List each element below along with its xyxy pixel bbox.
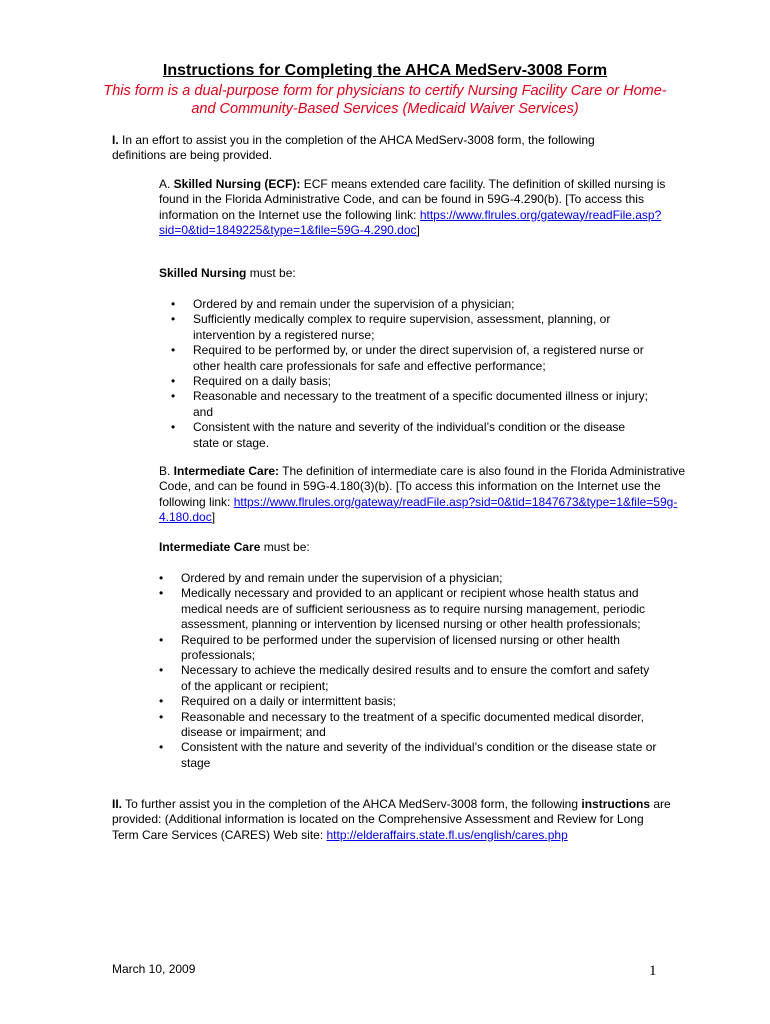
skilled-text: ECF means extended care facility. The definition of skilled nursing is found in the Florida Administrative Code, and can be found in 59G-4.290(b). [To access this information on the Internet use the following link: [159,177,666,222]
list-item: • Required to be performed under the supervision of licensed nursing or other health professionals; [181,633,661,664]
list-item: • Required to be performed by, or under the direct supervision of, a registered nurse or other health care professionals for safe and effective performance; [193,343,653,374]
intermediate-label-rest: must be: [260,540,310,554]
list-item: • Necessary to achieve the medically desired results and to ensure the comfort and safety of the applicant or recipient; [181,663,661,694]
list-item: • Reasonable and necessary to the treatment of a specific documented illness or injury; and [193,389,653,420]
page-number: 1 [649,963,657,979]
skilled-prefix: A. [159,177,174,191]
intermediate-prefix: B. [159,464,174,478]
section-1-text: In an effort to assist you in the completion of the AHCA MedServ-3008 form, the following definitions are being provided. [112,133,595,163]
page-title: Instructions for Completing the AHCA MedServ-3008 Form [162,62,608,79]
skilled-nursing-definition [159,177,669,239]
intermediate-close: ] [211,510,216,525]
list-item: • Consistent with the nature and severity of the individual’s condition or the disease state or stage. [193,420,653,451]
skilled-nursing-link[interactable]: https://www.flrules.org/gateway/readFile.asp?sid=0&tid=1849225&type=1&file=59G-4.290.doc [159,207,662,238]
list-item: • Medically necessary and provided to an applicant or recipient whose health status and medical needs are of sufficient seriousness as to require nursing management, periodic assessment, planning or intervention by licensed nursing or other health professionals; [181,586,661,632]
section-2-numeral: II. [112,797,123,811]
intermediate-text: The definition of intermediate care is also found in the Florida Administrative Code, and can be found in 59G-4.180(3)(b). [To access this information on the Internet use the following link: [159,464,686,509]
list-item: • Consistent with the nature and severity of the individual’s condition or the disease state or stage [181,740,661,771]
intermediate-heading: Intermediate Care: [173,464,280,478]
skilled-must-be-label [159,266,296,281]
skilled-label-bold: Skilled Nursing [159,266,247,280]
list-item: • Ordered by and remain under the supervision of a physician; [193,297,653,312]
skilled-label-rest: must be: [246,266,296,280]
intermediate-care-link[interactable]: https://www.flrules.org/gateway/readFile.asp?sid=0&tid=1847673&type=1&file=59g-4.180.doc [159,494,678,525]
section-2-text-2: are provided: (Additional information is located on the Comprehensive Assessment and Review for Long Term Care Services (CARES) Web site: [112,797,671,842]
section-2-bold: instructions [581,797,651,811]
footer-date: March 10, 2009 [112,962,196,976]
list-item: • Required on a daily basis; [193,374,653,389]
list-item: • Reasonable and necessary to the treatment of a specific documented medical disorder, disease or impairment; and [181,710,661,741]
list-item: • Sufficiently medically complex to require supervision, assessment, planning, or intervention by a registered nurse; [193,312,653,343]
list-item: • Ordered by and remain under the supervision of a physician; [181,571,661,586]
skilled-close: ] [416,223,420,238]
page-subtitle: This form is a dual-purpose form for physicians to certify Nursing Facility Care or Home- and Community-Based Services (Medicaid Waiver Services) [103,83,667,117]
skilled-heading: Skilled Nursing (ECF): [173,177,301,191]
intermediate-requirements-list [181,571,661,771]
list-item: • Required on a daily or intermittent basis; [181,694,661,709]
section-2-text-1: To further assist you in the completion of the AHCA MedServ-3008 form, the following [122,797,582,811]
intermediate-label-bold: Intermediate Care [159,540,261,554]
skilled-requirements-list [193,297,653,451]
intermediate-care-definition [159,464,689,526]
section-1-numeral: I. [112,133,119,147]
intermediate-must-be-label [159,540,310,555]
section-1-intro [112,133,652,164]
section-2-instructions [112,797,672,843]
cares-website-link[interactable]: http://elderaffairs.state.fl.us/english/cares.php [326,827,568,842]
